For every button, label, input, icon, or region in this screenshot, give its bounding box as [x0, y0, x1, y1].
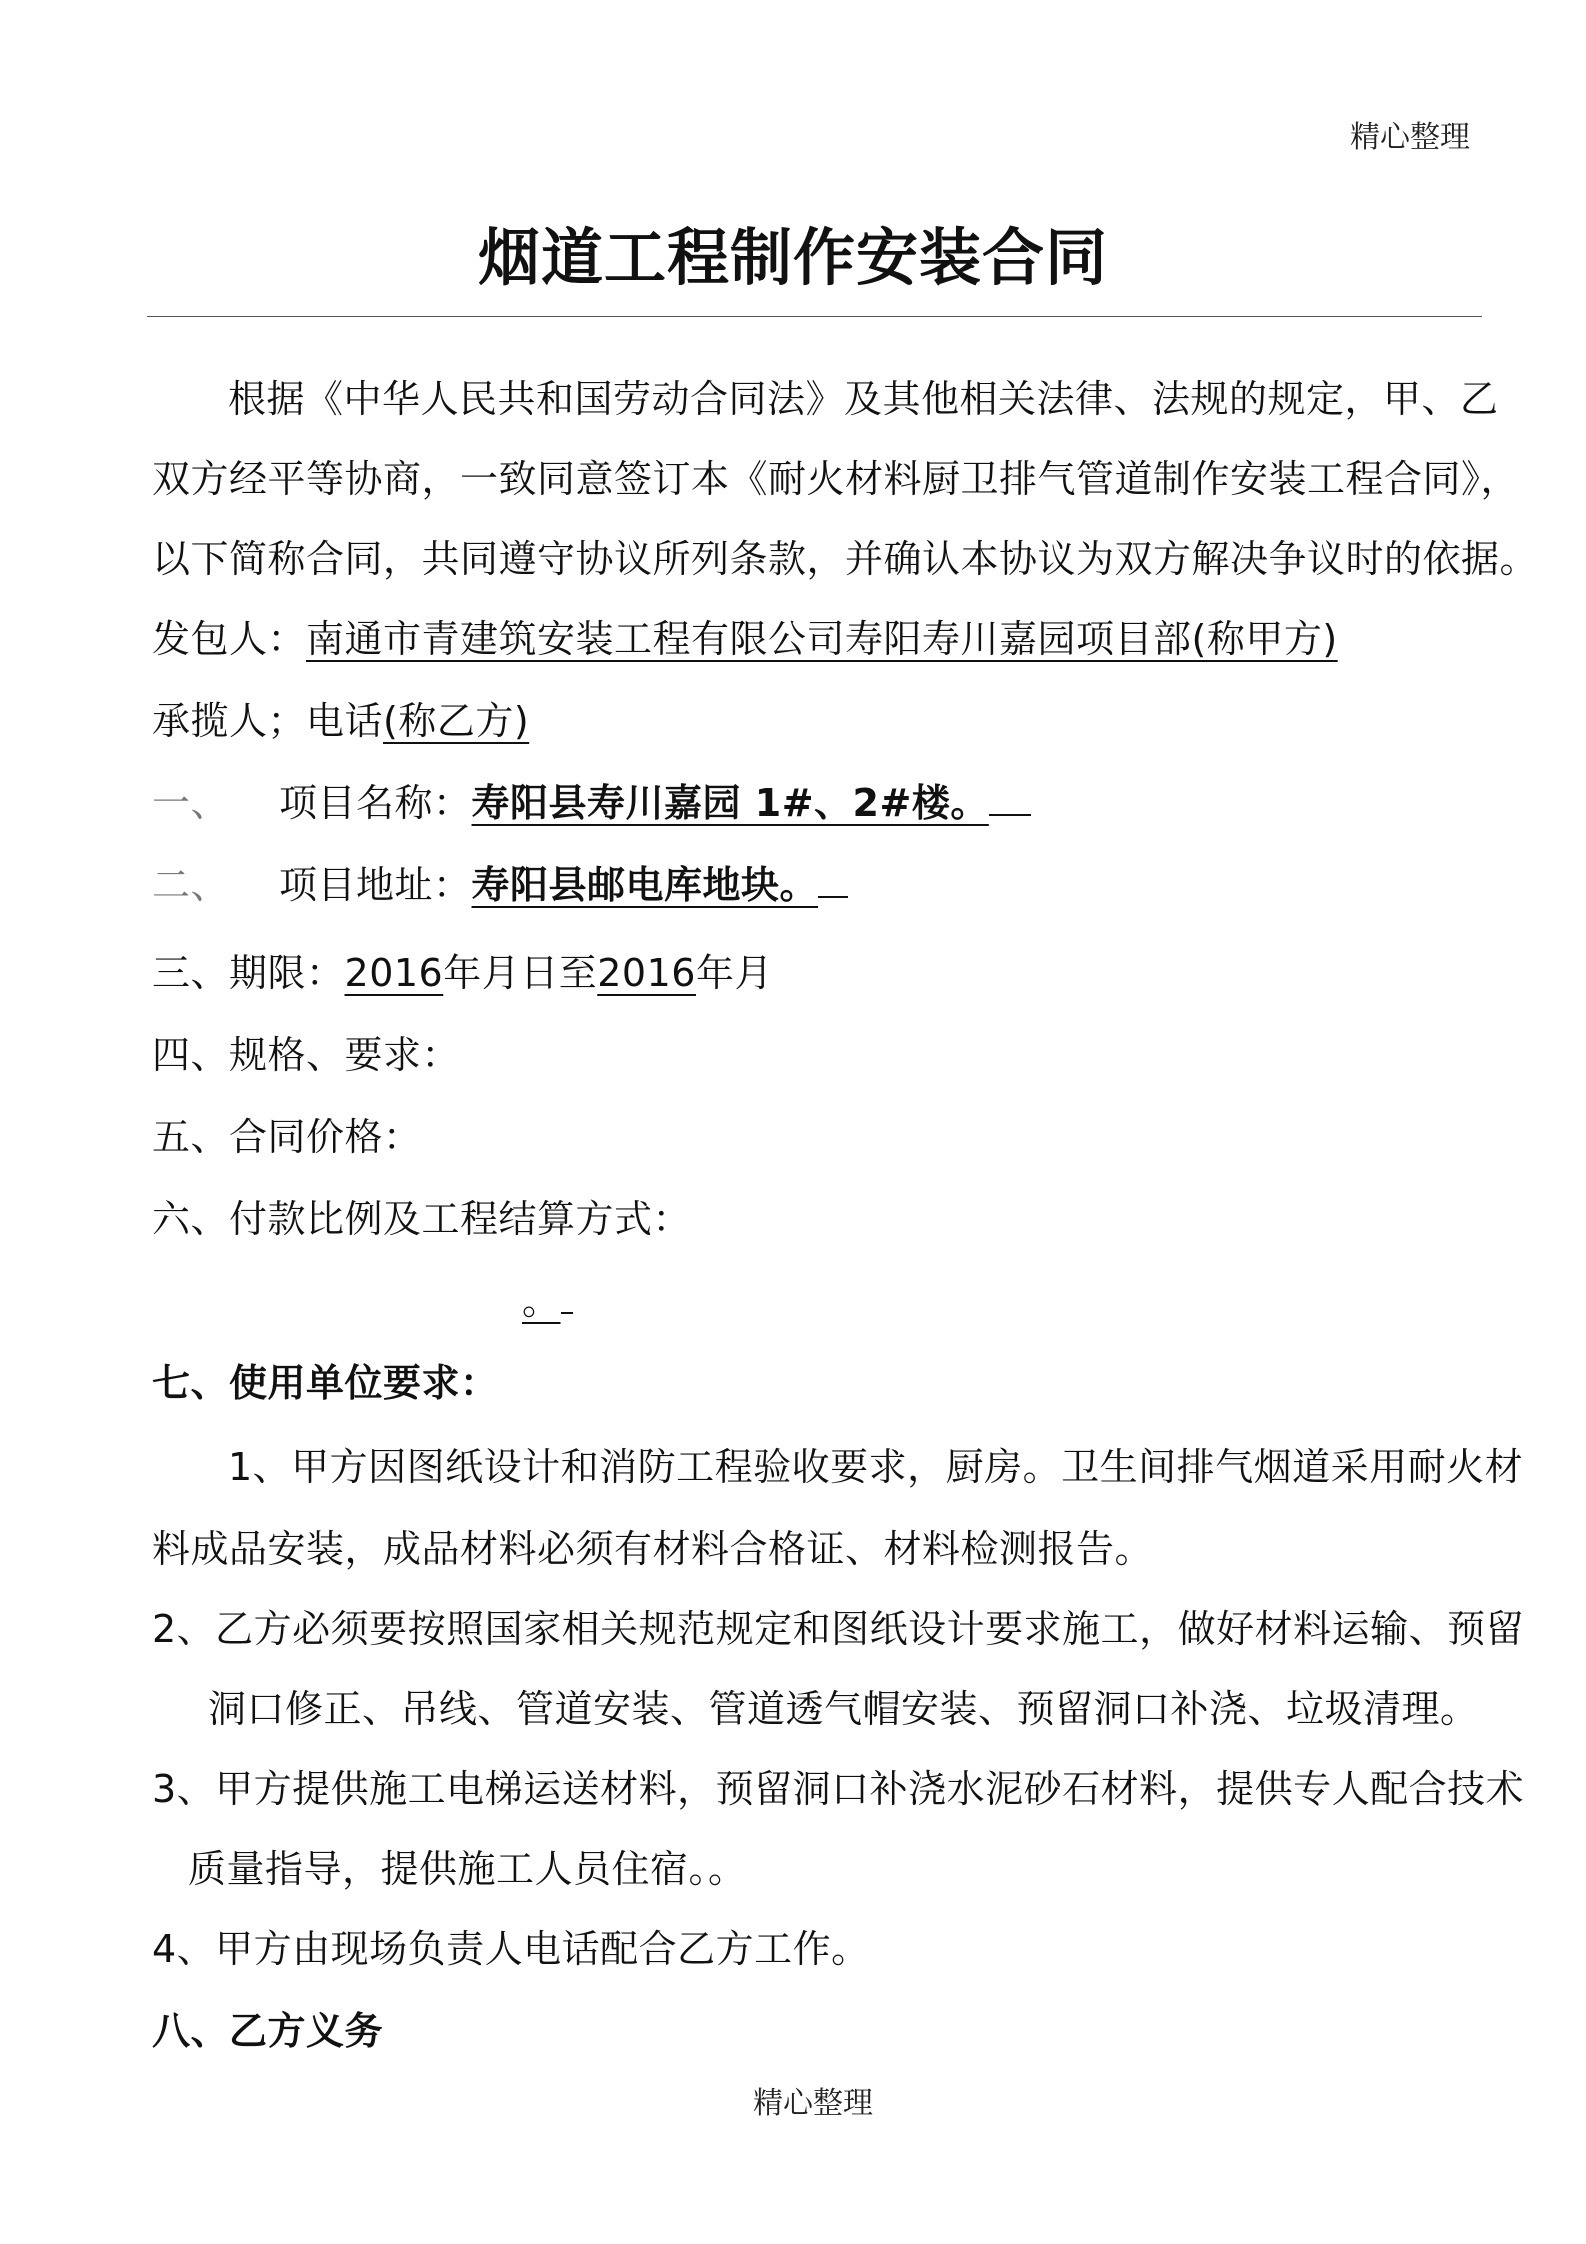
- payment-blank-mark: 。: [522, 1279, 561, 1323]
- requirement-2-line-2: 洞口修正、吊线、管道安装、管道透气帽安装、预留洞口补浇、垃圾清理。: [208, 1687, 1479, 1731]
- item-3-end: 年月: [695, 951, 773, 995]
- document-title: 烟道工程制作安装合同: [477, 221, 1108, 294]
- party-a: [152, 608, 1338, 663]
- intro-line-3: 以下简称合同，共同遵守协议所列条款，并确认本协议为双方解决争议时的依据。: [152, 537, 1539, 581]
- requirement-4: 4、甲方由现场负责人电话配合乙方工作。: [152, 1927, 870, 1971]
- item-term: [152, 942, 773, 997]
- party-b-label: 承揽人；电话: [152, 699, 384, 743]
- title-divider: [147, 316, 1482, 317]
- item-3-label: 三、期限：: [152, 951, 345, 995]
- item-2-number: 二、: [152, 863, 230, 907]
- party-a-value: 南通市青建筑安装工程有限公司寿阳寿川嘉园项目部(称甲方): [306, 617, 1338, 661]
- item-3-end-year: 2016: [597, 951, 696, 995]
- requirement-3-line-2: 质量指导，提供施工人员住宿。。: [188, 1847, 747, 1891]
- intro-line-1: 根据《中华人民共和国劳动合同法》及其他相关法律、法规的规定，甲、乙: [228, 377, 1499, 421]
- party-b-value: (称乙方): [383, 699, 530, 743]
- page-header: 精心整理: [1350, 120, 1470, 155]
- item-spec: 四、规格、要求：: [152, 1033, 461, 1077]
- intro-line-2: 双方经平等协商，一致同意签订本《耐火材料厨卫排气管道制作安装工程合同》，: [152, 457, 1520, 501]
- item-project-name: [152, 772, 1031, 827]
- item-user-requirements: 七、使用单位要求：: [152, 1361, 499, 1405]
- payment-blank: [522, 1270, 573, 1325]
- item-1-number: 一、: [152, 781, 230, 825]
- requirement-1-line-1: 1、甲方因图纸设计和消防工程验收要求，厨房。卫生间排气烟道采用耐火材: [228, 1445, 1524, 1489]
- item-1-label: 项目名称：: [279, 781, 472, 825]
- item-2-value: 寿阳县邮电库地块。: [471, 863, 819, 907]
- requirement-2-line-1: 2、乙方必须要按照国家相关规范规定和图纸设计要求施工，做好材料运输、预留: [152, 1607, 1525, 1651]
- item-3-start-year: 2016: [344, 951, 444, 995]
- party-b: [152, 690, 529, 745]
- item-contractor-obligations: 八、乙方义务: [152, 2009, 384, 2053]
- item-payment: 六、付款比例及工程结算方式：: [152, 1197, 692, 1241]
- page-footer: 精心整理: [753, 2086, 873, 2121]
- requirement-3-line-1: 3、甲方提供施工电梯运送材料，预留洞口补浇水泥砂石材料，提供专人配合技术: [152, 1767, 1525, 1811]
- item-price: 五、合同价格：: [152, 1115, 422, 1159]
- item-3-middle: 年月日至: [443, 951, 598, 995]
- requirement-1-line-2: 料成品安装，成品材料必须有材料合格证、材料检测报告。: [152, 1527, 1154, 1571]
- item-1-value: 寿阳县寿川嘉园 1#、2#楼。: [471, 781, 989, 825]
- item-2-label: 项目地址：: [279, 863, 472, 907]
- party-a-label: 发包人：: [152, 617, 307, 661]
- item-project-address: [152, 854, 848, 909]
